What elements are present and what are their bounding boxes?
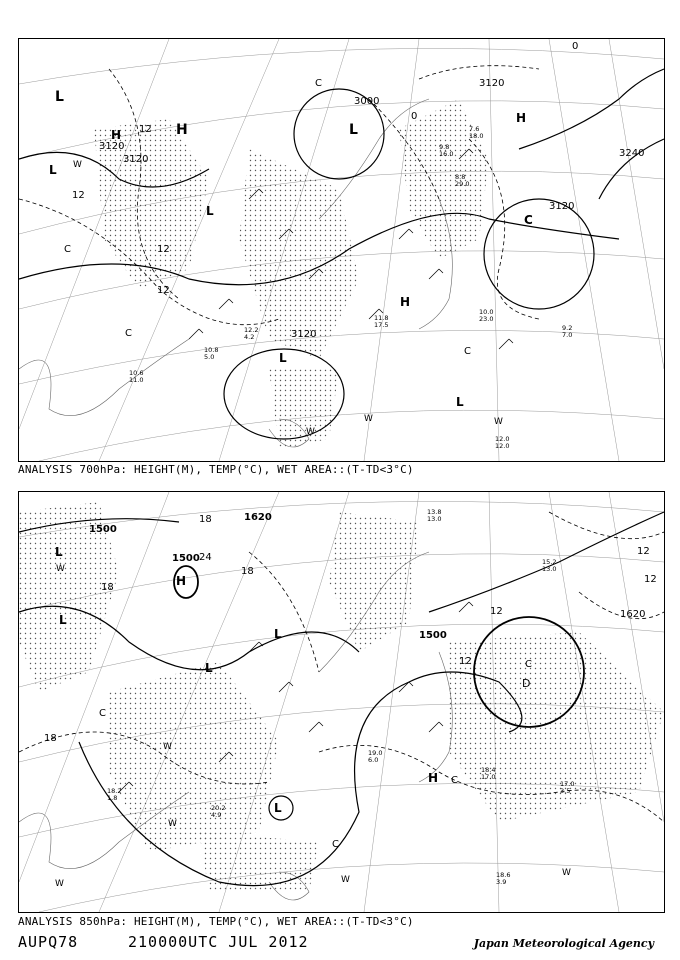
station-obs: 12.0 12.0 bbox=[495, 435, 510, 450]
station-obs: 10.8 5.0 bbox=[204, 346, 219, 361]
temp-label: 12 bbox=[72, 190, 85, 201]
center-marker: L bbox=[205, 661, 213, 675]
center-marker: L bbox=[274, 801, 282, 815]
height-label: 3000 bbox=[354, 96, 380, 107]
station-obs: 10.0 23.0 bbox=[479, 308, 494, 323]
center-marker: C bbox=[64, 244, 71, 255]
caption-700hpa: ANALYSIS 700hPa: HEIGHT(M), TEMP(°C), WET AREA::(T-TD<3°C) bbox=[18, 463, 414, 476]
station-obs: 12.2 4.2 bbox=[244, 326, 259, 341]
height-label: 1500 bbox=[172, 553, 200, 564]
station-obs: 13.8 13.0 bbox=[427, 508, 442, 523]
center-marker: W bbox=[55, 879, 64, 889]
temp-label: 12 bbox=[644, 574, 657, 585]
center-marker: H bbox=[428, 771, 439, 785]
map-700hpa bbox=[18, 38, 665, 462]
center-marker: W bbox=[56, 564, 65, 574]
station-obs: 20.2 4.9 bbox=[211, 804, 226, 819]
center-marker: L bbox=[349, 122, 358, 138]
station-obs: 9.2 7.0 bbox=[562, 324, 573, 339]
station-obs: 10.6 11.0 bbox=[129, 369, 144, 384]
center-marker: H bbox=[516, 111, 527, 125]
station-obs: 7.6 18.0 bbox=[469, 125, 484, 140]
center-marker: C bbox=[125, 328, 132, 339]
center-marker: W bbox=[306, 427, 315, 437]
temp-label: 12 bbox=[490, 606, 503, 617]
center-marker: C bbox=[451, 775, 458, 786]
map-850hpa-canvas bbox=[19, 492, 664, 912]
station-obs: 11.8 17.5 bbox=[374, 314, 389, 329]
height-label: 1620 bbox=[244, 512, 272, 523]
station-obs: 8.8 29.0 bbox=[455, 173, 470, 188]
center-marker: L bbox=[49, 163, 57, 177]
temp-label: 24 bbox=[199, 552, 212, 563]
height-label: 3120 bbox=[123, 154, 149, 165]
station-obs: 17.0 3.5 bbox=[560, 780, 575, 795]
temp-label: 12 bbox=[637, 546, 650, 557]
temp-label: 12 bbox=[459, 656, 472, 667]
center-marker: D bbox=[522, 677, 531, 690]
center-marker: L bbox=[206, 204, 214, 218]
agency-name: Japan Meteorological Agency bbox=[473, 937, 654, 950]
height-label: 3120 bbox=[479, 78, 505, 89]
center-marker: L bbox=[274, 627, 282, 641]
temp-label: 12 bbox=[139, 124, 152, 135]
temp-label: 18 bbox=[44, 733, 57, 744]
center-marker: H bbox=[400, 295, 411, 309]
center-marker: W bbox=[163, 742, 172, 752]
station-obs: 19.0 6.0 bbox=[368, 749, 383, 764]
height-label: 1620 bbox=[620, 609, 646, 620]
temp-label: 12 bbox=[157, 285, 170, 296]
center-marker: W bbox=[562, 868, 571, 878]
center-marker: W bbox=[494, 417, 503, 427]
temp-label: 12 bbox=[157, 244, 170, 255]
map-700hpa-canvas bbox=[19, 39, 664, 461]
center-marker: C bbox=[525, 659, 532, 670]
center-marker: C bbox=[315, 78, 322, 89]
station-obs: 18.6 3.9 bbox=[496, 871, 511, 886]
temp-label: 0 bbox=[411, 111, 418, 122]
center-marker: C bbox=[524, 213, 533, 227]
station-obs: 15.2 13.0 bbox=[542, 558, 557, 573]
center-marker: L bbox=[55, 545, 63, 559]
station-obs: 18.4 17.0 bbox=[481, 766, 496, 781]
center-marker: H bbox=[111, 128, 122, 142]
height-label: 1500 bbox=[419, 630, 447, 641]
center-marker: W bbox=[364, 414, 373, 424]
height-label: 3120 bbox=[291, 329, 317, 340]
temp-label: 18 bbox=[199, 514, 212, 525]
center-marker: L bbox=[456, 395, 464, 409]
center-marker: C bbox=[332, 839, 339, 850]
wet-areas bbox=[94, 99, 489, 449]
wet-areas bbox=[19, 502, 664, 892]
height-label: 3120 bbox=[99, 141, 125, 152]
height-label: 3240 bbox=[619, 148, 645, 159]
height-label: 3120 bbox=[549, 201, 575, 212]
station-obs: 9.8 16.0 bbox=[439, 143, 454, 158]
station-obs: 18.2 1.8 bbox=[107, 787, 122, 802]
center-marker: L bbox=[59, 613, 67, 627]
product-code: AUPQ78 bbox=[18, 933, 79, 951]
center-marker: H bbox=[176, 122, 188, 138]
center-marker: W bbox=[73, 160, 82, 170]
temp-label: 0 bbox=[572, 41, 579, 52]
caption-850hpa: ANALYSIS 850hPa: HEIGHT(M), TEMP(°C), WET AREA::(T-TD<3°C) bbox=[18, 915, 414, 928]
center-marker: C bbox=[99, 708, 106, 719]
center-marker: L bbox=[55, 89, 64, 105]
center-marker: H bbox=[176, 574, 187, 588]
center-marker: W bbox=[168, 819, 177, 829]
center-marker: L bbox=[279, 351, 287, 365]
valid-time: 210000UTC JUL 2012 bbox=[128, 933, 309, 951]
height-label: 1500 bbox=[89, 524, 117, 535]
temp-label: 18 bbox=[241, 566, 254, 577]
center-marker: W bbox=[341, 875, 350, 885]
center-marker: C bbox=[464, 346, 471, 357]
coastline bbox=[19, 99, 452, 447]
map-850hpa bbox=[18, 491, 665, 913]
temp-label: 18 bbox=[101, 582, 114, 593]
